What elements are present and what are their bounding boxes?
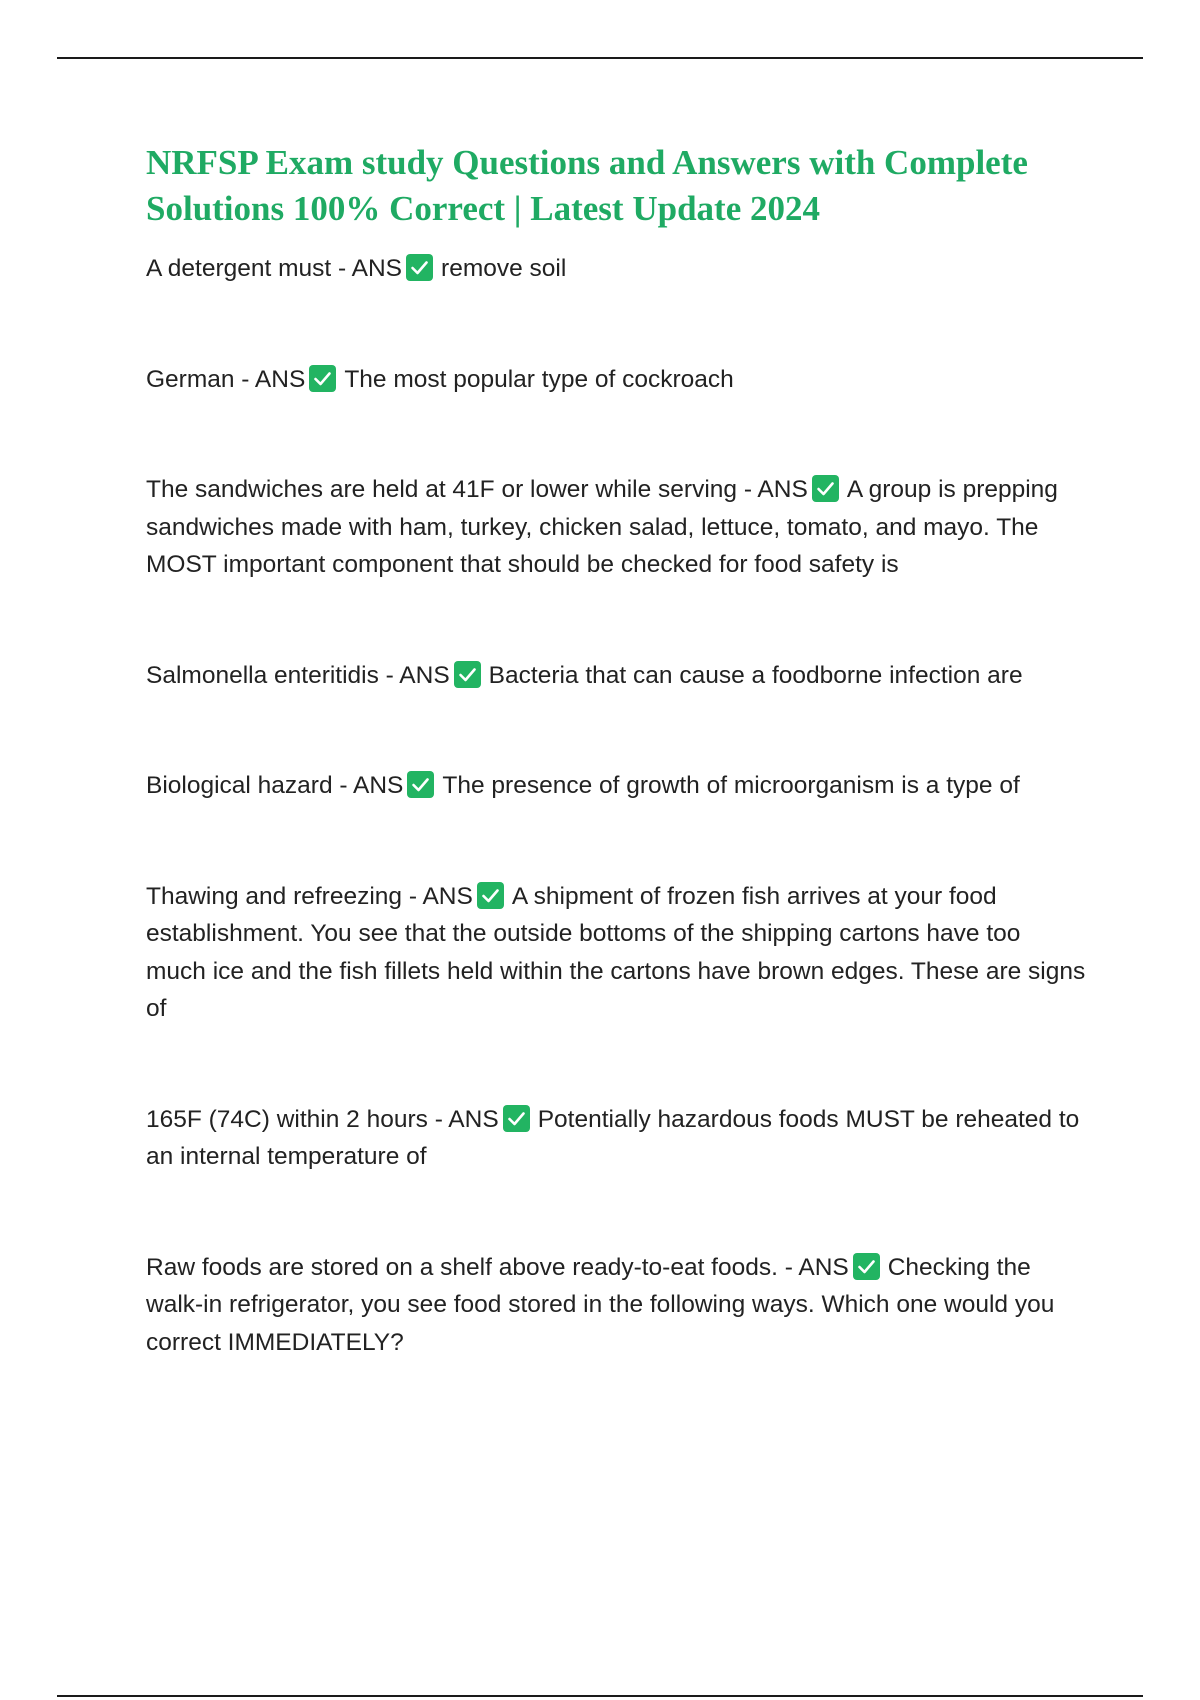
checkmark-box-icon	[503, 1105, 530, 1132]
checkmark-box-icon	[309, 365, 336, 392]
qa-question: The most popular type of cockroach	[344, 365, 734, 393]
checkmark-box-icon	[406, 254, 433, 281]
qa-question: A group is prepping sandwiches made with ham, turkey, chicken salad, lettuce, tomato, and mayo. The MOST important component that should be checked for food safety is	[146, 476, 1058, 578]
top-rule	[57, 57, 1143, 59]
qa-answer: Biological hazard - ANS	[146, 772, 404, 799]
qa-question: The presence of growth of microorganism is a type of	[442, 772, 1020, 799]
qa-answer: Salmonella enteritidis - ANS	[146, 661, 450, 689]
qa-answer: A detergent must - ANS	[146, 255, 403, 282]
qa-item	[146, 878, 1086, 1028]
checkmark-box-icon	[853, 1253, 880, 1280]
qa-question: A shipment of frozen fish arrives at your food establishment. You see that the outside bottoms of the shipping cartons have too much ice and the fish fillets held within the cartons have brown edges. These are signs of	[146, 882, 1086, 1022]
qa-item	[146, 1249, 1086, 1362]
qa-answer: German - ANS	[146, 365, 306, 393]
qa-answer: Thawing and refreezing - ANS	[146, 882, 473, 910]
qa-question: Potentially hazardous foods MUST be reheated to an internal temperature of	[146, 1105, 1080, 1170]
qa-item	[146, 471, 1086, 584]
qa-answer: The sandwiches are held at 41F or lower while serving - ANS	[146, 476, 808, 503]
qa-item	[146, 657, 1086, 695]
qa-question: Checking the walk-in refrigerator, you see food stored in the following ways. Which one would you correct IMMEDIATELY?	[146, 1253, 1055, 1356]
document-body	[146, 140, 1086, 1361]
checkmark-box-icon	[812, 475, 839, 502]
qa-answer: 165F (74C) within 2 hours - ANS	[146, 1105, 499, 1133]
qa-item	[146, 1101, 1086, 1176]
document-title: NRFSP Exam study Questions and Answers with Complete Solutions 100% Correct | Latest Update 2024	[146, 143, 1028, 228]
qa-item	[146, 767, 1086, 805]
bottom-rule	[57, 1695, 1143, 1697]
checkmark-box-icon	[454, 661, 481, 688]
qa-answer: Raw foods are stored on a shelf above ready-to-eat foods. - ANS	[146, 1253, 849, 1281]
qa-question: Bacteria that can cause a foodborne infection are	[488, 661, 1023, 689]
qa-item	[146, 361, 1086, 399]
checkmark-box-icon	[477, 882, 504, 909]
checkmark-box-icon	[407, 771, 434, 798]
qa-item	[146, 250, 1086, 288]
qa-question: remove soil	[441, 255, 567, 282]
